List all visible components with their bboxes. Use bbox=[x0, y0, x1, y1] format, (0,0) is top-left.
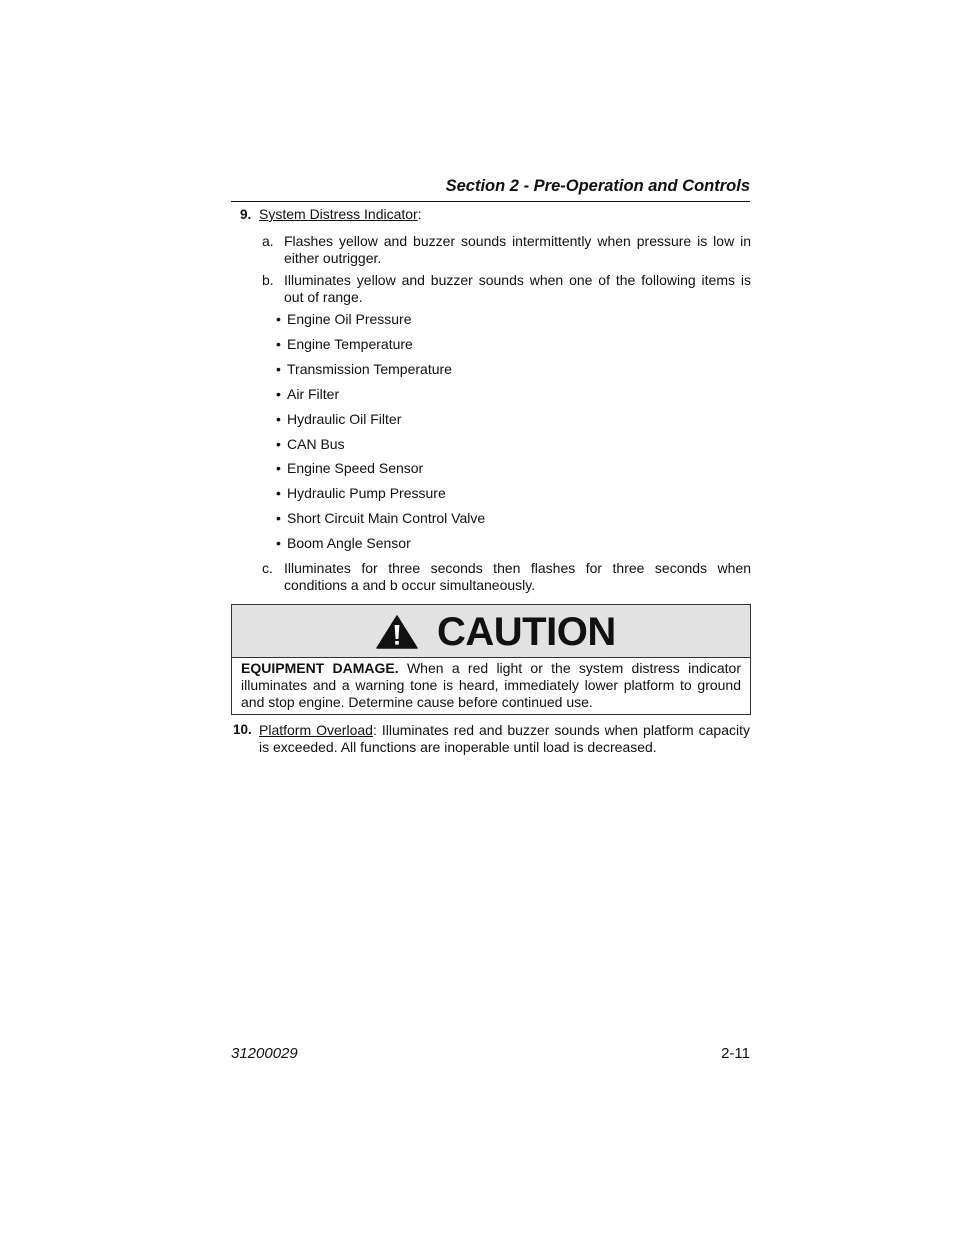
bullet-dot: • bbox=[276, 336, 281, 352]
bullet-dot: • bbox=[276, 386, 281, 402]
bullet-item bbox=[276, 485, 446, 501]
bullet-dot: • bbox=[276, 311, 281, 327]
bullet-dot: • bbox=[276, 361, 281, 377]
caution-message bbox=[241, 660, 741, 711]
bullet-item bbox=[276, 386, 339, 402]
bullet-dot: • bbox=[276, 411, 281, 427]
section-title: Section 2 - Pre-Operation and Controls bbox=[445, 177, 750, 195]
bullet-dot: • bbox=[276, 510, 281, 526]
bullet-item bbox=[276, 411, 401, 427]
item-9b-text: Illuminates yellow and buzzer sounds when one of the following items is out of range. bbox=[284, 272, 751, 305]
bullet-text: Air Filter bbox=[287, 386, 340, 402]
caution-body: When a red light or the system distress indicator illuminates and a warning tone is heard, immediately lower platform to ground and stop engine. Determine cause before continued use. bbox=[241, 660, 742, 710]
item-9-number: 9. bbox=[240, 207, 252, 222]
bullet-text: Engine Oil Pressure bbox=[287, 311, 412, 327]
bullet-item bbox=[276, 460, 423, 476]
bullet-text: Short Circuit Main Control Valve bbox=[287, 510, 486, 526]
item-10-text bbox=[259, 722, 750, 756]
caution-lead: EQUIPMENT DAMAGE. bbox=[241, 660, 399, 676]
warning-triangle-icon bbox=[376, 615, 418, 649]
item-9-title: System Distress Indicator bbox=[259, 206, 418, 222]
bullet-item bbox=[276, 311, 412, 327]
page-number: 2-11 bbox=[721, 1045, 750, 1062]
bullet-text: Boom Angle Sensor bbox=[287, 535, 411, 551]
item-9a-text: Flashes yellow and buzzer sounds intermittently when pressure is low in either outrigger. bbox=[284, 233, 751, 266]
doc-number: 31200029 bbox=[231, 1045, 298, 1062]
bullet-text: Engine Speed Sensor bbox=[287, 460, 424, 476]
bullet-text: Engine Temperature bbox=[287, 336, 413, 352]
bullet-text: Hydraulic Oil Filter bbox=[287, 411, 402, 427]
page-header bbox=[231, 176, 750, 202]
bullet-item bbox=[276, 510, 485, 526]
item-10-body: : Illuminates red and buzzer sounds when platform capacity is exceeded. All functions are inoperable until load is decreased. bbox=[259, 722, 750, 755]
bullet-item bbox=[276, 361, 452, 377]
item-9a bbox=[262, 233, 751, 267]
caution-heading: CAUTION bbox=[437, 610, 616, 654]
item-9a-letter: a. bbox=[262, 233, 274, 249]
item-10-title: Platform Overload bbox=[259, 722, 373, 738]
bullet-dot: • bbox=[276, 485, 281, 501]
bullet-item bbox=[276, 436, 345, 452]
item-9-heading bbox=[259, 206, 422, 222]
caution-header bbox=[232, 605, 750, 658]
bullet-text: Transmission Temperature bbox=[287, 361, 452, 377]
item-9c-text: Illuminates for three seconds then flashes for three seconds when conditions a and b occur simultaneously. bbox=[284, 560, 751, 593]
item-9c bbox=[262, 560, 751, 594]
bullet-dot: • bbox=[276, 436, 281, 452]
item-9c-letter: c. bbox=[262, 560, 273, 576]
bullet-item bbox=[276, 535, 411, 551]
item-10-number: 10. bbox=[233, 722, 252, 737]
bullet-item bbox=[276, 336, 413, 352]
bullet-text: CAN Bus bbox=[287, 436, 345, 452]
item-9b bbox=[262, 272, 751, 306]
caution-box bbox=[231, 604, 751, 715]
bullet-dot: • bbox=[276, 460, 281, 476]
bullet-dot: • bbox=[276, 535, 281, 551]
item-9b-letter: b. bbox=[262, 272, 274, 288]
item-9-colon: : bbox=[417, 206, 422, 222]
bullet-text: Hydraulic Pump Pressure bbox=[287, 485, 446, 501]
